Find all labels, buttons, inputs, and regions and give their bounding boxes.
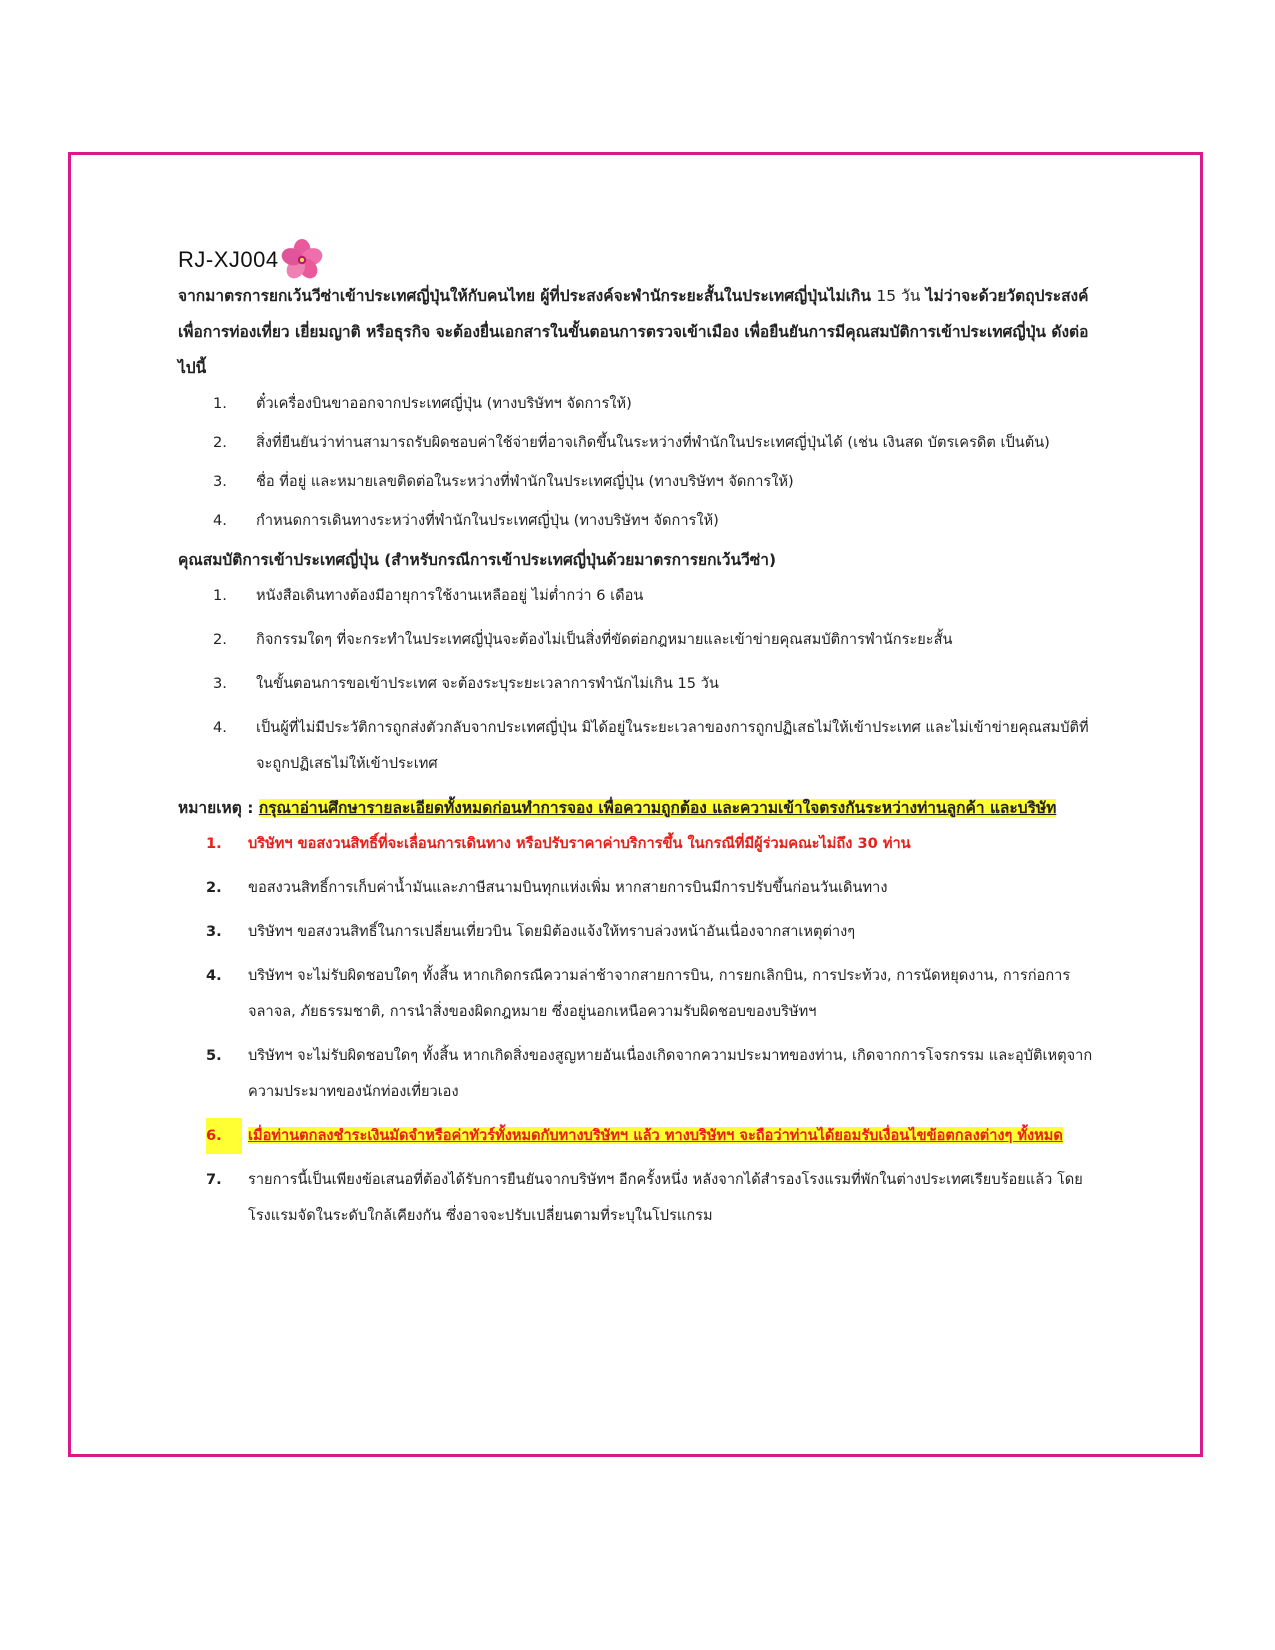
document-body [178,242,1098,1242]
item-number: 3. [213,675,227,692]
item-text: ขอสงวนสิทธิ์การเก็บค่าน้ำมันและภาษีสนามบินทุกแห่งเพิ่ม หากสายการบินมีการปรับขึ้นก่อนวันเดินทาง [248,879,888,896]
item-number: 4. [213,719,227,736]
item-text: กำหนดการเดินทางระหว่างที่พำนักในประเทศญี่ปุ่น (ทางบริษัทฯ จัดการให้) [256,512,719,529]
item-text: สิ่งที่ยืนยันว่าท่านสามารถรับผิดชอบค่าใช้จ่ายที่อาจเกิดขึ้นในระหว่างที่พำนักในประเทศญี่ปุ่นได้ (เช่น เงินสด บัตรเครดิต เป็นต้น) [256,434,1050,451]
item-text: ชื่อ ที่อยู่ และหมายเลขติดต่อในระหว่างที่พำนักในประเทศญี่ปุ่น (ทางบริษัทฯ จัดการให้) [256,473,794,490]
list-item [178,464,1098,500]
item-text: กิจกรรมใดๆ ที่จะกระทำในประเทศญี่ปุ่นจะต้องไม่เป็นสิ่งที่ขัดต่อกฎหมายและเข้าข่ายคุณสมบัติการพำนักระยะสั้น [256,631,953,648]
item-text: รายการนี้เป็นเพียงข้อเสนอที่ต้องได้รับการยืนยันจากบริษัทฯ อีกครั้งหนึ่ง หลังจากได้สำรองโรงแรมที่พักในต่างประเทศเรียบร้อยแล้ว โดยโรงแรมจัดในระดับใกล้เคียงกัน ซึ่งอาจจะปรับเปลี่ยนตามที่ระบุในโปรแกรม [248,1171,1083,1224]
qualification-heading: คุณสมบัติการเข้าประเทศญี่ปุ่น (สำหรับกรณีการเข้าประเทศญี่ปุ่นด้วยมาตรการยกเว้นวีซ่า) [178,551,777,569]
conditions-list [178,826,1098,1234]
intro-paragraph [178,278,1098,386]
item-text: เป็นผู้ที่ไม่มีประวัติการถูกส่งตัวกลับจากประเทศญี่ปุ่น มิได้อยู่ในระยะเวลาของการถูกปฏิเสธไม่ให้เข้าประเทศ และไม่เข้าข่ายคุณสมบัติที่จะถูกปฏิเสธไม่ให้เข้าประเทศ [256,719,1089,772]
item-text: บริษัทฯ ขอสงวนสิทธิ์ที่จะเลื่อนการเดินทาง หรือปรับราคาค่าบริการขึ้น ในกรณีที่มีผู้ร่วมคณะไม่ถึง 30 ท่าน [248,835,911,852]
item-text: บริษัทฯ จะไม่รับผิดชอบใดๆ ทั้งสิ้น หากเกิดสิ่งของสูญหายอันเนื่องเกิดจากความประมาทของท่าน, เกิดจากการโจรกรรม และอุบัติเหตุจากความประมาทของนักท่องเที่ยวเอง [248,1047,1093,1100]
pink-flower-icon [281,239,323,281]
list-item [178,710,1098,782]
note-text: กรุณาอ่านศึกษารายละเอียดทั้งหมดก่อนทำการจอง เพื่อความถูกต้อง และความเข้าใจตรงกันระหว่างท่านลูกค้า และบริษัท [258,799,1057,817]
list-item [178,666,1098,702]
list-item [178,1162,1098,1234]
list-item [178,914,1098,950]
item-number: 4. [206,967,222,984]
documents-list [178,386,1098,539]
list-item [178,503,1098,539]
item-text: ในขั้นตอนการขอเข้าประเทศ จะต้องระบุระยะเวลาการพำนักไม่เกิน 15 วัน [256,675,719,692]
list-item [178,578,1098,614]
list-item [178,425,1098,461]
item-number: 2. [213,434,227,451]
list-item [178,826,1098,862]
item-number: 7. [206,1171,222,1188]
qualifications-list [178,578,1098,782]
item-number: 2. [206,879,222,896]
item-number: 1. [213,395,227,412]
item-number: 3. [213,473,227,490]
note-paragraph [178,790,1098,826]
list-item [178,958,1098,1030]
item-text: บริษัทฯ จะไม่รับผิดชอบใดๆ ทั้งสิ้น หากเกิดกรณีความล่าช้าจากสายการบิน, การยกเลิกบิน, การประท้วง, การนัดหยุดงาน, การก่อการจลาจล, ภัยธรรมชาติ, การนำสิ่งของผิดกฎหมาย ซึ่งอยู่นอกเหนือความรับผิดชอบของบริษัทฯ [248,967,1071,1020]
item-text: ตั๋วเครื่องบินขาออกจากประเทศญี่ปุ่น (ทางบริษัทฯ จัดการให้) [256,395,632,412]
item-number: 3. [206,923,222,940]
item-number: 1. [213,587,227,604]
list-item [178,1038,1098,1110]
list-item [178,870,1098,906]
item-text: เมื่อท่านตกลงชำระเงินมัดจำหรือค่าทัวร์ทั้งหมดกับทางบริษัทฯ แล้ว ทางบริษัทฯ จะถือว่าท่านได้ยอมรับเงื่อนไขข้อตกลงต่างๆ ทั้งหมด [248,1127,1063,1144]
item-number: 1. [206,835,222,852]
list-item [178,622,1098,658]
item-number: 2. [213,631,227,648]
list-item [178,1118,1098,1154]
intro-days: 15 วัน [876,287,921,305]
tour-code: RJ-XJ004 [178,247,279,272]
list-item [178,386,1098,422]
intro-text-2: ไม่ว่าจะด้วยวัตถุประสงค์เพื่อการท่องเที่ยว เยี่ยมญาติ หรือธุรกิจ จะต้องยื่นเอกสารในขั้นตอนการตรวจเข้าเมือง เพื่อยืนยันการมีคุณสมบัติการเข้าประเทศญี่ปุ่น ดังต่อไปนี้ [178,287,1089,377]
intro-text: จากมาตรการยกเว้นวีซ่าเข้าประเทศญี่ปุ่นให้กับคนไทย ผู้ที่ประสงค์จะพำนักระยะสั้นในประเทศญี่ปุ่นไม่เกิน [178,287,871,305]
item-number: 4. [213,512,227,529]
item-number: 6. [206,1118,242,1154]
item-text: หนังสือเดินทางต้องมีอายุการใช้งานเหลืออยู่ ไม่ต่ำกว่า 6 เดือน [256,587,644,604]
note-label: หมายเหตุ : [178,799,254,817]
item-text: บริษัทฯ ขอสงวนสิทธิ์ในการเปลี่ยนเที่ยวบิน โดยมิต้องแจ้งให้ทราบล่วงหน้าอันเนื่องจากสาเหตุต่างๆ [248,923,856,940]
header-row [178,242,1098,278]
item-number: 5. [206,1047,222,1064]
